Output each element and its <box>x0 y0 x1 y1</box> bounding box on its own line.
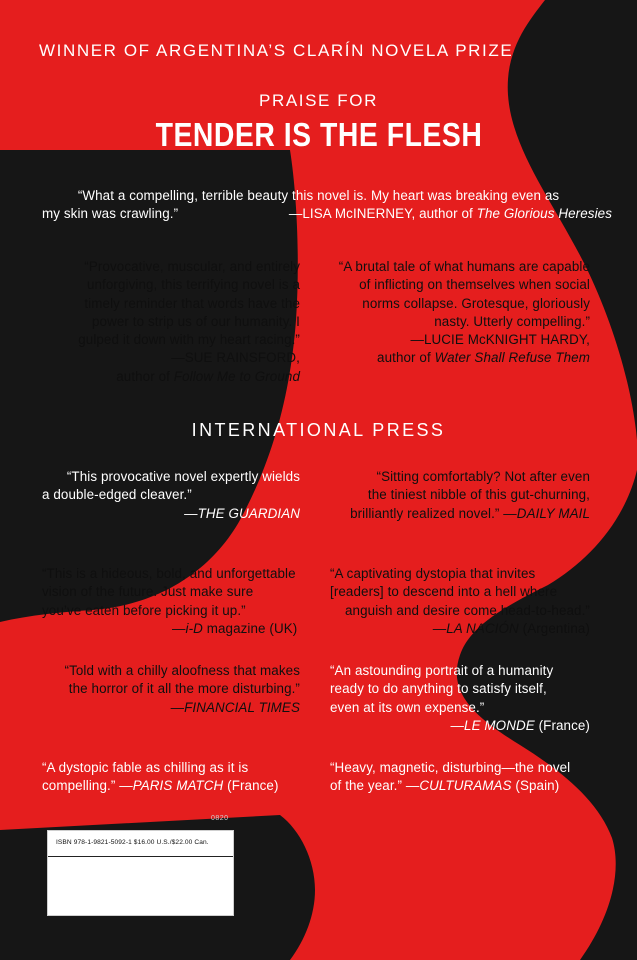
quote-culturamas: “Heavy, magnetic, disturbing—the novel of the year.” —CULTURAMAS (Spain) <box>330 760 571 794</box>
price-code: 0820 <box>211 815 229 822</box>
award-line: WINNER OF ARGENTINA’S CLARÍN NOVELA PRIZE <box>39 41 514 60</box>
quote-le-monde: “An astounding portrait of a humanity ready to do anything to satisfy itself, even at its own expense.” —LE MONDE (France) <box>330 663 590 733</box>
quote-paris-match: “A dystopic fable as chilling as it is compelling.” —PARIS MATCH (France) <box>42 760 279 794</box>
isbn-line: ISBN 978-1-9821-5092-1 $16.00 U.S./$22.00 Can. <box>56 839 209 846</box>
praise-label: PRAISE FOR <box>259 91 378 110</box>
isbn-divider <box>48 856 233 857</box>
section-international-press: INTERNATIONAL PRESS <box>191 420 446 440</box>
title-wrap <box>0 116 637 154</box>
quote-id-magazine: “This is a hideous, bold, and unforgettable vision of the future. Just make sure you’ve eaten before picking it up.” —i-D magazine (UK) <box>42 566 298 636</box>
quote-daily-mail: “Sitting comfortably? Not after even the tiniest nibble of this gut-churning, brilliantly realized novel.” —DAILY MAIL <box>350 469 590 521</box>
book-title: TENDER IS THE FLESH <box>155 116 482 153</box>
quote-guardian: “This provocative novel expertly wields a double-edged cleaver.” —THE GUARDIAN <box>42 469 300 521</box>
quote-rainsford: “Provocative, muscular, and entirely unforgiving, this terrifying novel is a timely reminder that words have the power to strip us of our humanity. I gulped it down with my heart racing.” —SUE RAINSFORD, author of Follow Me to Ground <box>78 259 300 384</box>
quote-hardy: “A brutal tale of what humans are capable of inflicting on themselves when social norms collapse. Grotesque, gloriously nasty. Utterly compelling.” —LUCIE McKNIGHT HARDY, author of Water Shall Refuse Them <box>338 259 590 366</box>
quote-financial-times: “Told with a chilly aloofness that makes the horror of it all the more disturbing.” —FINANCIAL TIMES <box>64 663 300 715</box>
quote-mcinerney: “What a compelling, terrible beauty this novel is. My heart was breaking even as my skin was crawling.” —LISA McINERNEY, author of The Glorious Heresies <box>42 188 612 222</box>
barcode-box <box>47 830 234 916</box>
quote-la-nacion: “A captivating dystopia that invites [readers] to descend into a hell where anguish and desire come head-to-head.” —LA NACIÓN (Argentina) <box>330 566 590 636</box>
